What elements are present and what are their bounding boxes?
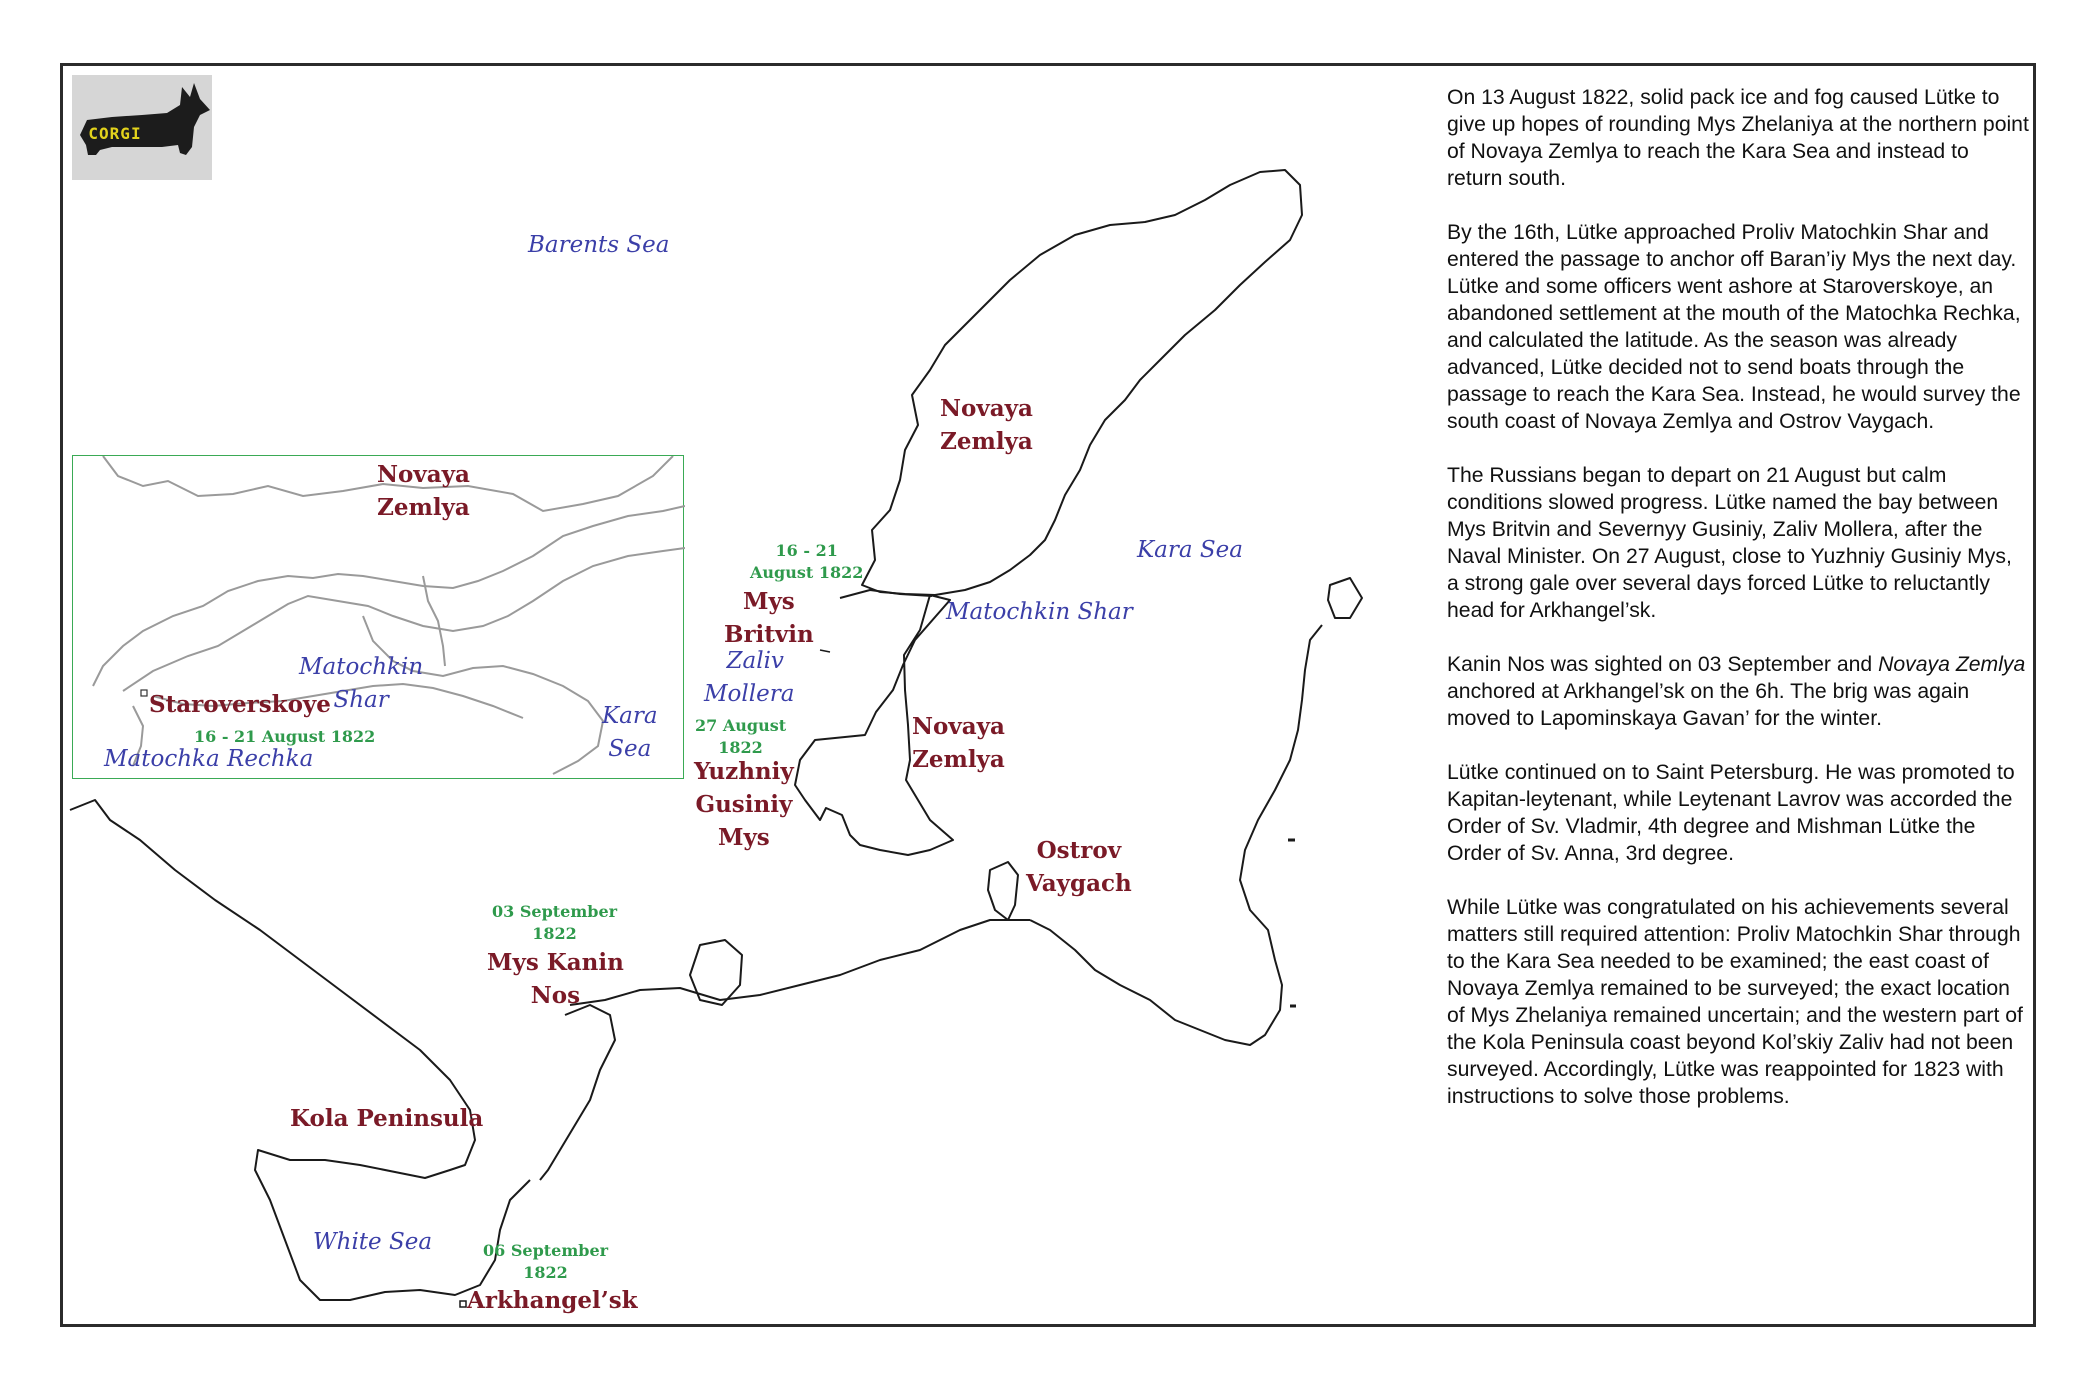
nz-north-island-coast	[862, 170, 1302, 595]
kola-coast	[70, 800, 530, 1300]
narrative-text-run: Kanin Nos was sighted on 03 September and	[1447, 653, 1879, 676]
inset-nz-2: Zemlya	[377, 494, 470, 521]
inset-label-kara-sea	[602, 700, 658, 766]
date-kanin-2: 1822	[532, 923, 577, 943]
label-mys-kanin-nos	[487, 946, 624, 1012]
label-nz-south-1: Novaya	[912, 713, 1005, 740]
inset-kara-1: Kara	[602, 703, 658, 729]
label-nz-north-1: Novaya	[940, 395, 1033, 422]
label-britvin-1: Mys	[742, 588, 795, 615]
label-nz-north-2: Zemlya	[940, 428, 1033, 455]
label-nz-south-2: Zemlya	[912, 746, 1005, 773]
date-britvin	[750, 540, 863, 583]
north-island-coast	[1328, 578, 1362, 618]
label-vaygach-1: Ostrov	[1036, 837, 1122, 864]
narrative-paragraph: By the 16th, Lütke approached Proliv Matochkin Shar and entered the passage to anchor off Baran’iy Mys the next day. Lütke and some officers went ashore at Staroverskoye, an abandoned settlement at the mouth of the Matochka Rechka, and calculated the latitude. As the season was already advanced, Lütke decided not to send boats through the passage to reach the Kara Sea. Instead, he would survey the south coast of Novaya Zemlya and Ostrov Vaygach.	[1447, 221, 2021, 433]
label-barents-sea: Barents Sea	[528, 232, 670, 258]
staroverskoye-marker	[141, 690, 147, 696]
date-gusiniy-2: 1822	[718, 737, 763, 757]
label-britvin-2: Britvin	[724, 621, 814, 648]
inset-nz-1: Novaya	[377, 461, 470, 488]
label-zaliv-mollera-2: Mollera	[704, 681, 795, 707]
label-zaliv-mollera-1: Zaliv	[726, 648, 784, 674]
date-britvin-1: 16 - 21	[775, 541, 838, 560]
logo-text: CORGI	[88, 124, 142, 143]
label-mys-britvin	[724, 585, 814, 651]
date-arkhangelsk	[483, 1240, 608, 1283]
narrative-text-run: anchored at Arkhangel’sk on the 6h. The brig was again moved to Lapominskaya Gavan’ for the winter.	[1447, 680, 1970, 730]
date-arkh-2: 1822	[523, 1262, 568, 1282]
ship-name: Novaya Zemlya	[1878, 653, 2026, 676]
inset-kara-2: Sea	[608, 736, 652, 762]
date-arkh-1: 06 September	[483, 1241, 609, 1260]
arkhangelsk-marker	[460, 1301, 466, 1307]
narrative-text	[1447, 84, 2029, 1137]
narrative-paragraph: The Russians began to depart on 21 August but calm conditions slowed progress. Lütke named the bay between Mys Britvin and Severnyy Gusiniy, Zaliv Mollera, after the Naval Minister. On 27 August, close to Yuzhniy Gusiniy Mys, a strong gale over several days forced Lütke to reluctantly head for Arkhangel’sk.	[1447, 464, 2012, 622]
label-novaya-zemlya-south	[912, 710, 1005, 776]
pechora-coast	[570, 920, 1030, 1005]
label-yuzhniy-gusiniy-mys	[694, 755, 794, 854]
date-britvin-2: August 1822	[750, 562, 864, 582]
label-matochkin-shar: Matochkin Shar	[946, 599, 1133, 625]
date-kanin	[492, 901, 617, 944]
label-gusiniy-1: Yuzhniy	[694, 758, 794, 785]
corgi-logo	[72, 75, 212, 180]
inset-shar-1: Matochkin	[299, 654, 424, 680]
inset-label-staroverskoye: Staroverskoye	[149, 691, 331, 718]
vaygach-coast	[988, 862, 1018, 920]
inset-label-matochka-rechka: Matochka Rechka	[104, 746, 314, 772]
label-zaliv-mollera	[704, 645, 795, 711]
label-kanin-1: Mys Kanin	[487, 949, 624, 976]
inset-shar-2: Shar	[333, 687, 389, 713]
label-ostrov-vaygach	[1026, 834, 1132, 900]
britvin-pointer	[820, 650, 830, 652]
narrative-paragraph: On 13 August 1822, solid pack ice and fog caused Lütke to give up hopes of rounding Mys Zhelaniya at the northern point of Novaya Zemlya to reach the Kara Sea and instead to return south.	[1447, 86, 2029, 190]
narrative-paragraph	[1447, 651, 2029, 732]
kolguyev-coast	[690, 940, 742, 1005]
label-novaya-zemlya-north	[940, 392, 1033, 458]
inset-label-novaya-zemlya	[377, 458, 470, 524]
label-vaygach-2: Vaygach	[1026, 870, 1132, 897]
kanin-coast	[540, 1005, 615, 1180]
label-gusiniy-2: Gusiniy	[695, 791, 793, 818]
narrative-paragraph: Lütke continued on to Saint Petersburg. He was promoted to Kapitan-leytenant, while Leytenant Lavrov was accorded the Order of Sv. Vladmir, 4th degree and Mishman Lütke the Order of Sv. Anna, 3rd degree.	[1447, 761, 2015, 865]
label-kola-peninsula: Kola Peninsula	[290, 1105, 484, 1132]
date-kanin-1: 03 September	[492, 902, 618, 921]
narrative-paragraph: While Lütke was congratulated on his achievements several matters still required attention: Proliv Matochkin Shar through to the Kara Sea needed to be examined; the east coast of Novaya Zemlya remained to be surveyed; the exact location of Mys Zhelaniya remained uncertain; and the western part of the Kola Peninsula coast beyond Kol’skiy Zaliv had not been surveyed. Accordingly, Lütke was reappointed for 1823 with instructions to solve those problems.	[1447, 896, 2023, 1108]
label-gusiniy-3: Mys	[717, 824, 770, 851]
label-arkhangelsk: Arkhangel’sk	[467, 1287, 638, 1314]
label-white-sea: White Sea	[313, 1229, 433, 1255]
label-kanin-2: Nos	[530, 982, 581, 1009]
label-kara-sea: Kara Sea	[1137, 537, 1243, 563]
date-gusiniy-1: 27 August	[695, 716, 787, 735]
date-gusiniy	[695, 715, 786, 758]
inset-label-date: 16 - 21 August 1822	[194, 727, 376, 746]
